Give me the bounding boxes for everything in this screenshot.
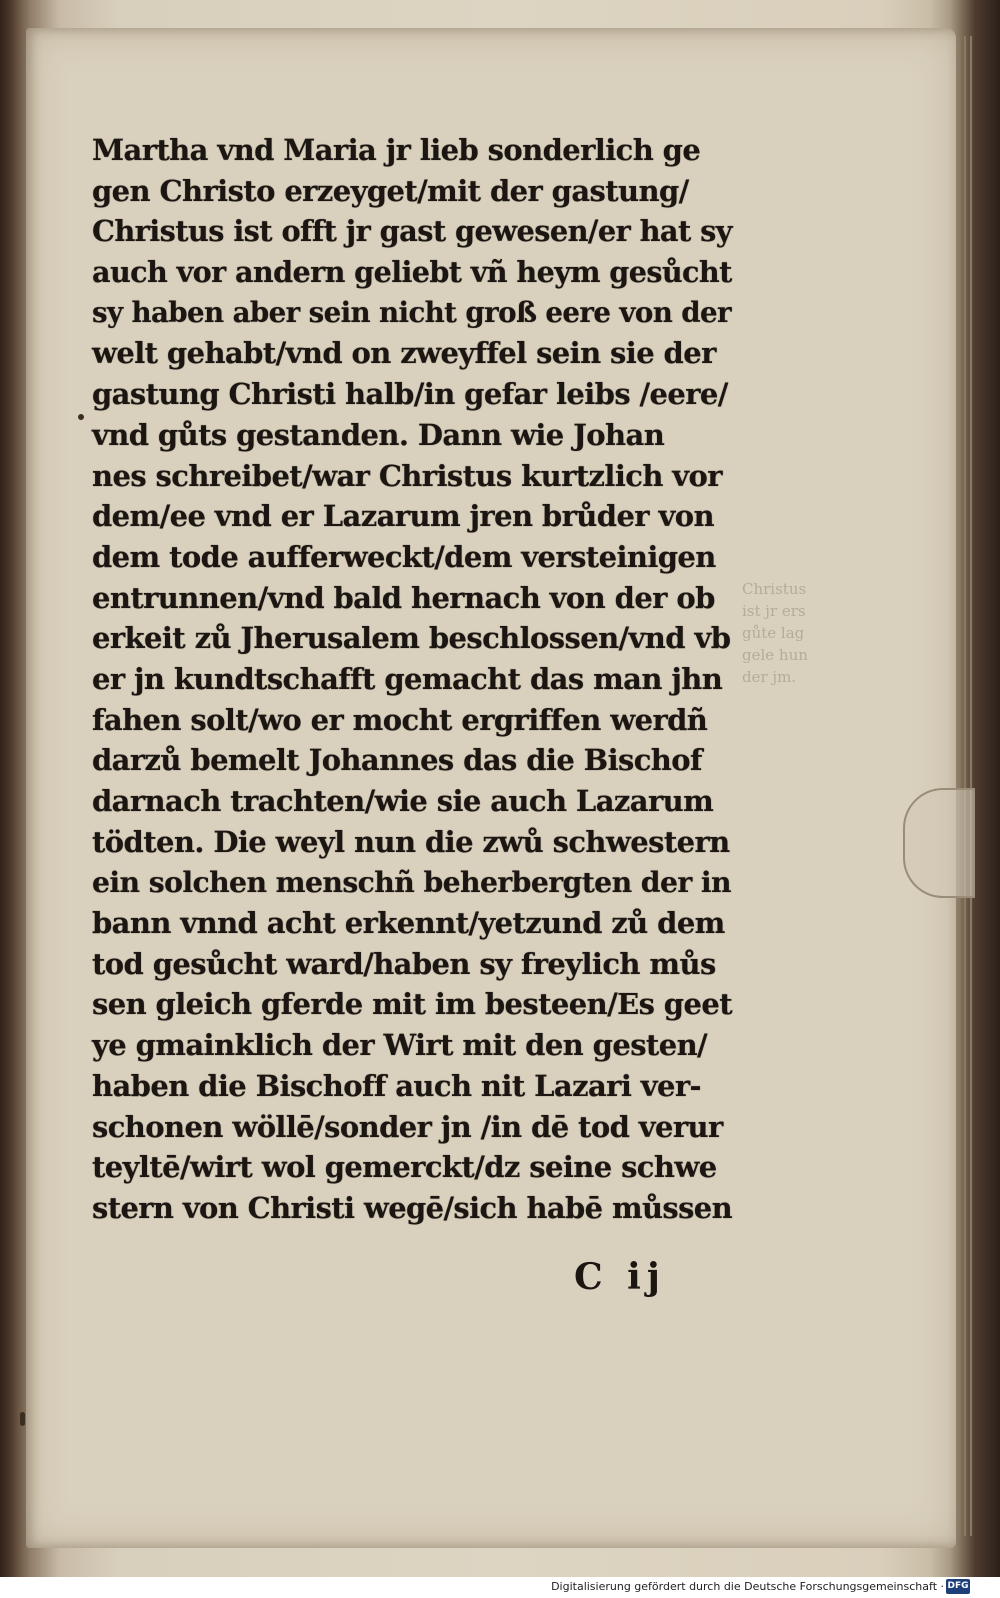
page-edge-line bbox=[970, 36, 972, 1536]
text-line: tod gesůcht ward/haben sy freylich můs bbox=[92, 946, 716, 981]
page-edge-line bbox=[958, 36, 960, 1536]
text-line: dem tode aufferweckt/dem versteinigen bbox=[92, 539, 716, 574]
text-line: fahen solt/wo er mocht ergriffen werdñ bbox=[92, 702, 708, 737]
bleed-through-margin-note: Christus ist jr ers gůte lag gele hun der jm. bbox=[742, 580, 808, 686]
text-line: haben die Bischoff auch nit Lazari ver- bbox=[92, 1068, 701, 1103]
text-line: sy haben aber sein nicht groß eere von der bbox=[92, 295, 731, 329]
ink-speck bbox=[78, 414, 84, 420]
text-line: bann vnnd acht erkennt/yetzund zů dem bbox=[92, 906, 725, 941]
page-edge-line bbox=[964, 36, 966, 1536]
text-line: er jn kundtschafft gemacht das man jhn bbox=[92, 661, 723, 696]
text-line: sen gleich gferde mit im besteen/Es geet bbox=[92, 987, 732, 1022]
text-line: auch vor andern geliebt vñ heym gesůcht bbox=[92, 255, 732, 290]
digitization-footer bbox=[0, 1577, 1000, 1598]
dfg-logo: DFG bbox=[946, 1579, 970, 1594]
text-line: nes schreibet/war Christus kurtzlich vor bbox=[92, 458, 722, 493]
text-line: Christus ist offt jr gast gewesen/er hat sy bbox=[92, 214, 732, 249]
text-line: tödten. Die weyl nun die zwů schwestern bbox=[92, 824, 730, 859]
page-tab-marker bbox=[903, 788, 975, 898]
text-line: ein solchen menschñ beherbergten der in bbox=[92, 865, 732, 900]
text-line: entrunnen/vnd bald hernach von der ob bbox=[92, 580, 715, 615]
ink-speck bbox=[20, 1412, 25, 1426]
text-line: gen Christo erzeyget/mit der gastung/ bbox=[92, 173, 689, 208]
footer-credit-text: Digitalisierung gefördert durch die Deutsche Forschungsgemeinschaft · bbox=[551, 1580, 944, 1593]
text-line: vnd gůts gestanden. Dann wie Johan bbox=[92, 417, 665, 452]
text-line: dem/ee vnd er Lazarum jren brůder von bbox=[92, 499, 714, 534]
text-line: welt gehabt/vnd on zweyffel sein sie der bbox=[92, 336, 716, 371]
body-text-block bbox=[92, 130, 732, 1229]
text-line: stern von Christi wegē/sich habē můssen bbox=[92, 1190, 733, 1225]
text-line: darnach trachten/wie sie auch Lazarum bbox=[92, 784, 714, 818]
text-line: schonen wöllē/sonder jn /in dē tod verur bbox=[92, 1109, 723, 1144]
text-line: teyltē/wirt wol gemerckt/dz seine schwe bbox=[92, 1150, 717, 1185]
text-line: ye gmainklich der Wirt mit den gesten/ bbox=[92, 1028, 708, 1063]
signature-mark: C ij bbox=[574, 1256, 666, 1298]
text-line: Martha vnd Maria jr lieb sonderlich ge bbox=[92, 133, 701, 167]
text-line: erkeit zů Jherusalem beschlossen/vnd vb bbox=[92, 621, 731, 656]
text-line: darzů bemelt Johannes das die Bischof bbox=[92, 743, 702, 778]
text-line: gastung Christi halb/in gefar leibs /eere/ bbox=[92, 377, 728, 412]
